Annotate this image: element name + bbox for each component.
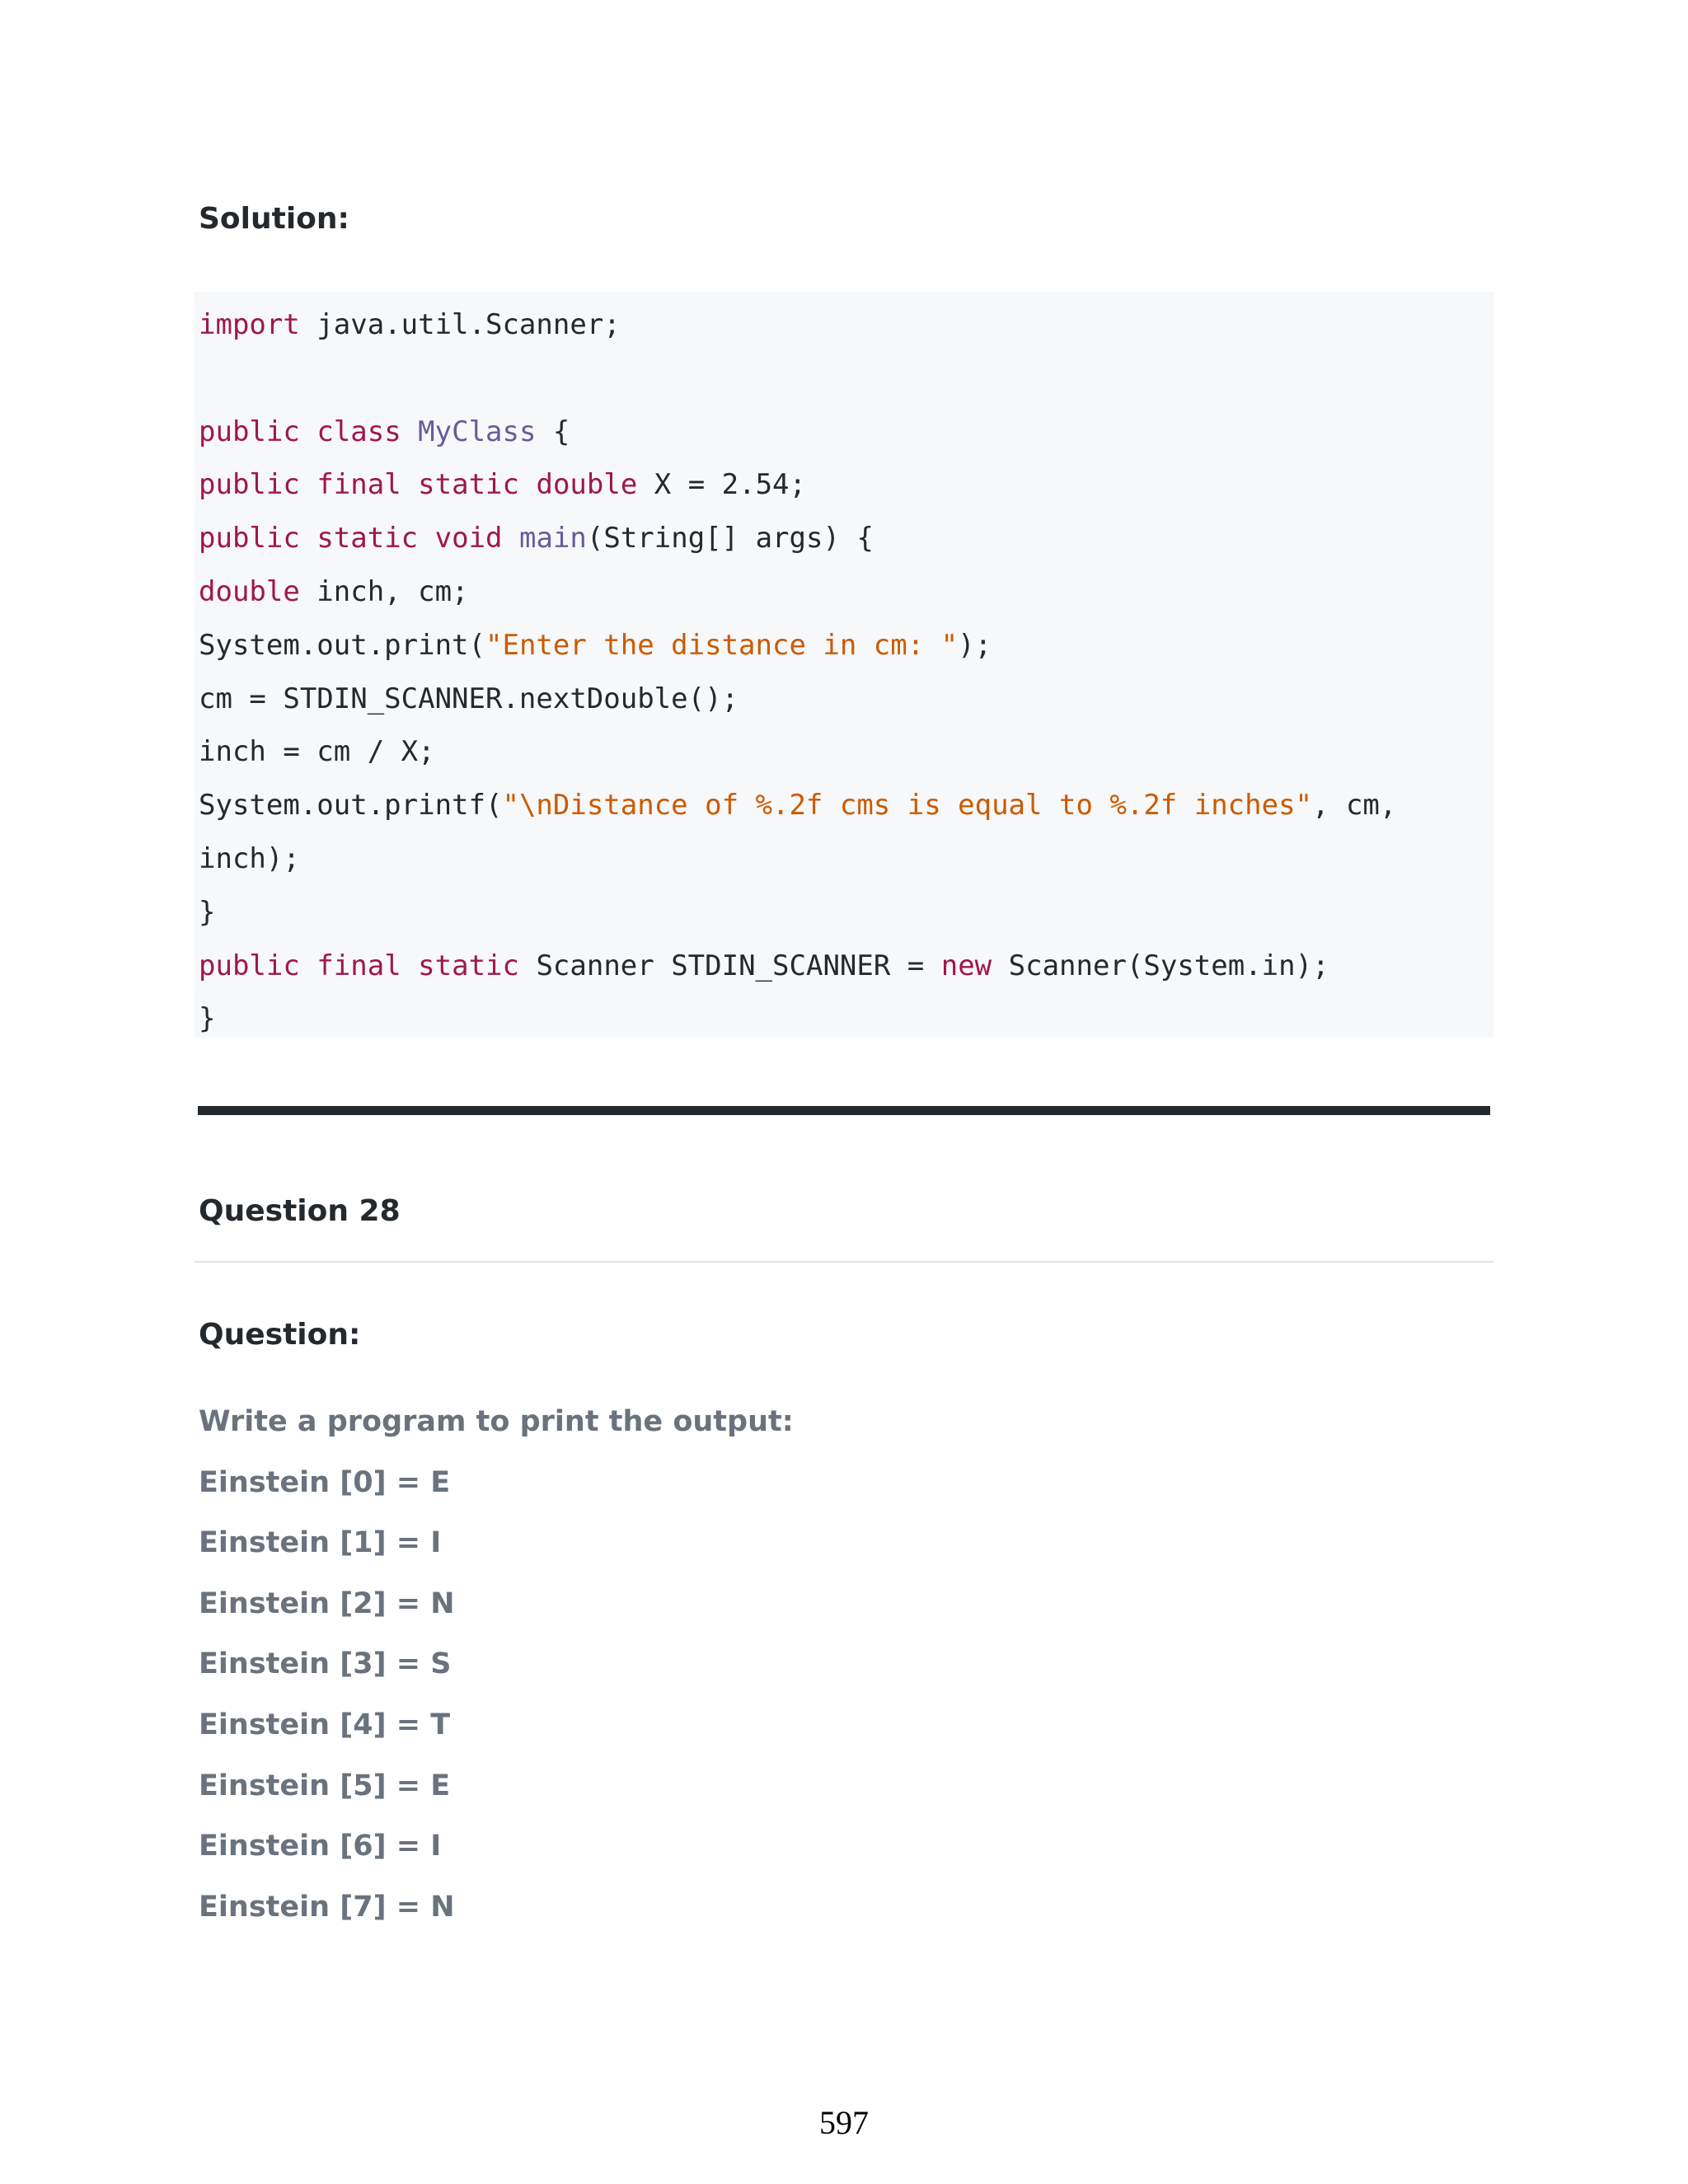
code-token (401, 468, 418, 501)
output-line: Einstein [0] = E (199, 1465, 451, 1499)
output-line: Einstein [6] = I (199, 1830, 442, 1863)
code-token (401, 949, 418, 982)
code-token: final (316, 949, 401, 982)
code-token: static (418, 468, 519, 502)
output-line: Einstein [7] = N (199, 1890, 455, 1924)
code-token: static (418, 949, 519, 982)
output-line: Einstein [3] = S (199, 1647, 452, 1681)
code-token: System.out.printf( (199, 789, 503, 823)
code-token: cm = STDIN_SCANNER.nextDouble(); (199, 682, 739, 715)
code-token: new (940, 949, 992, 982)
code-token: (String[] args) { (586, 522, 874, 555)
code-line (199, 405, 1493, 459)
solution-heading: Solution: (199, 202, 349, 236)
code-token: Scanner STDIN_SCANNER = (518, 949, 941, 982)
code-token: final (316, 468, 401, 502)
code-token: ); (958, 628, 992, 662)
code-token: static (316, 522, 419, 555)
output-line: Einstein [5] = E (199, 1769, 451, 1802)
code-token: java.util.Scanner; (299, 308, 621, 341)
code-line (199, 458, 1493, 512)
question-prompt (199, 1405, 794, 1953)
code-token: System.out.print( (199, 628, 485, 662)
code-line (199, 298, 1493, 352)
output-line: Einstein [1] = I (199, 1526, 442, 1560)
code-block (195, 292, 1493, 1038)
code-token: void (434, 522, 503, 555)
code-token (418, 522, 434, 555)
code-line (199, 779, 1493, 832)
code-token: inch, cm; (299, 574, 469, 608)
code-token (300, 468, 316, 501)
code-line (199, 673, 1493, 726)
code-token: double (536, 468, 638, 502)
code-token: "\nDistance of %.2f cms is equal to %.2f inches" (502, 789, 1313, 823)
prompt-instruction: Write a program to print the output: (199, 1405, 794, 1438)
code-line (199, 940, 1493, 993)
code-token (519, 468, 536, 501)
code-token (503, 522, 519, 555)
code-token: { (536, 415, 570, 448)
code-token: } (199, 895, 216, 929)
code-token (300, 415, 316, 448)
code-token: Scanner(System.in); (992, 949, 1329, 982)
code-token: import (199, 308, 300, 341)
code-line (199, 565, 1493, 619)
code-token: , cm, (1312, 789, 1397, 823)
output-line: Einstein [4] = T (199, 1708, 451, 1741)
code-line (199, 992, 1493, 1046)
code-line (199, 352, 1493, 405)
code-token: public (199, 949, 300, 982)
code-line (199, 725, 1493, 779)
code-token (300, 522, 316, 555)
code-token: public (199, 522, 300, 555)
code-token: public (199, 468, 300, 502)
code-token (300, 949, 316, 982)
code-token: "Enter the distance in cm: " (485, 628, 959, 662)
code-token: double (199, 574, 300, 608)
code-token (401, 415, 418, 448)
code-token: class (316, 415, 401, 448)
page-number: 597 (819, 2104, 869, 2141)
code-token: X = 2.54; (637, 468, 806, 502)
section-divider (198, 1106, 1490, 1115)
code-line (199, 886, 1493, 940)
code-token: inch = cm / X; (199, 735, 435, 769)
question-number-heading: Question 28 (199, 1194, 401, 1228)
code-token: MyClass (418, 415, 537, 448)
question-heading: Question: (199, 1318, 361, 1352)
code-token: inch); (199, 841, 300, 875)
code-line (199, 512, 1493, 565)
output-line: Einstein [2] = N (199, 1586, 455, 1620)
code-line (199, 832, 1493, 886)
code-token: public (199, 415, 300, 448)
heading-underline (195, 1261, 1493, 1263)
code-token: } (199, 1002, 216, 1036)
code-token: main (519, 522, 587, 555)
code-line (199, 619, 1493, 673)
